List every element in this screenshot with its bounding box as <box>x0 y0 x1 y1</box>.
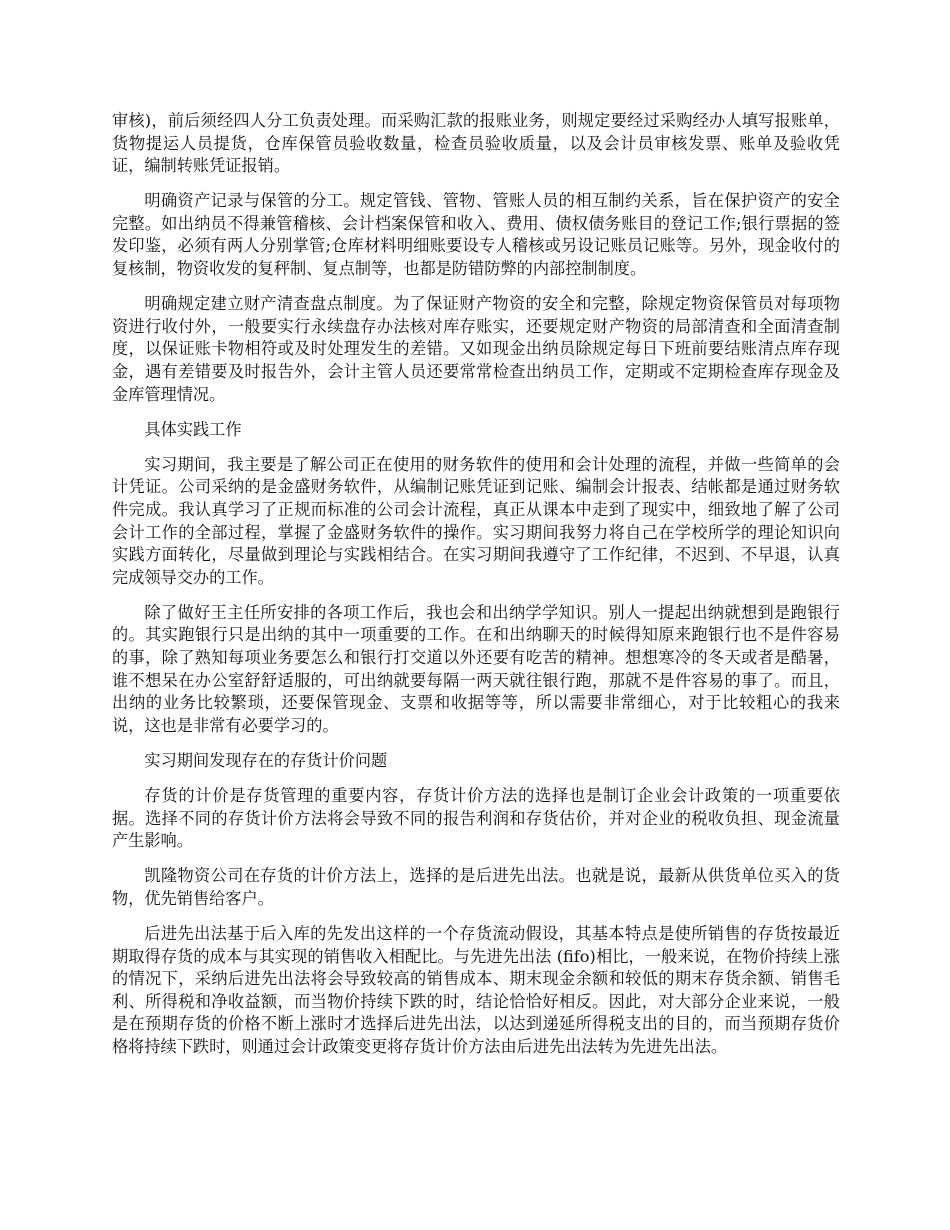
document-page <box>112 110 840 1071</box>
paragraph-internship-work: 实习期间，我主要是了解公司正在使用的财务软件的使用和会计处理的流程，并做一些简单的会计凭证。公司采纳的是金盛财务软件，从编制记账凭证到记账、编制会计报表、结帐都是通过财务软件完成。我认真学习了正规而标准的公司会计流程，真正从课本中走到了现实中，细致地了解了公司会计工作的全部过程，掌握了金盛财务软件的操作。实习期间我努力将自己在学校所学的理论知识向实践方面转化，尽量做到理论与实践相结合。在实习期间我遵守了工作纪律，不迟到、不早退，认真完成领导交办的工作。 <box>112 454 840 587</box>
paragraph-internal-approval: 审核)，前后须经四人分工负责处理。而采购汇款的报账业务，则规定要经过采购经办人填写报账单，货物提运人员提货，仓库保管员验收数量，检查员验收质量，以及会计员审核发票、账单及验收凭证，编制转账凭证报销。 <box>112 111 840 176</box>
paragraph-inventory-check: 明确规定建立财产清查盘点制度。为了保证财产物资的安全和完整，除规定物资保管员对每项物资进行收付外，一般要实行永续盘存办法核对库存账实，还要规定财产物资的局部清查和全面清查制度，以保证账卡物相符或及时处理发生的差错。又如现金出纳员除规定每日下班前要结账清点库存现金，遇有差错要及时报告外，会计主管人员还要常常检查出纳员工作，定期或不定期检查库存现金及金库管理情况。 <box>112 294 840 404</box>
paragraph-lifo-choice: 凯隆物资公司在存货的计价方法上，选择的是后进先出法。也就是说，最新从供货单位买入的货物，优先销售给客户。 <box>112 866 840 908</box>
paragraph-lifo-explained: 后进先出法基于后入库的先发出这样的一个存货流动假设，其基本特点是使所销售的存货按最近期取得存货的成本与其实现的销售收入相配比。与先进先出法 (fifo)相比，一般来说，在物价持续上涨的情况下，采纳后进先出法将会导致较高的销售成本、期末现金余额和较低的期末存货余额、销售毛利、所得税和净收益额，而当物价持续下跌的时，结论恰恰好相反。因此，对大部分企业来说，一般是在预期存货的价格不断上涨时才选择后进先出法，以达到递延所得税支出的目的，而当预期存货价格将持续下跌时，则通过会计政策变更将存货计价方法由后进先出法转为先进先出法。 <box>112 923 840 1056</box>
paragraph-cashier-learning: 除了做好王主任所安排的各项工作后，我也会和出纳学学知识。别人一提起出纳就想到是跑银行的。其实跑银行只是出纳的其中一项重要的工作。在和出纳聊天的时候得知原来跑银行也不是件容易的事，除了熟知每项业务要怎么和银行打交道以外还要有吃苦的精神。想想寒冷的冬天或者是酷暑，谁不想呆在办公室舒舒适服的，可出纳就要每隔一两天就往银行跑，那就不是件容易的事了。而且，出纳的业务比较繁琐，还要保管现金、支票和收据等等，所以需要非常细心，对于比较粗心的我来说，这也是非常有必要学习的。 <box>112 602 840 735</box>
section-heading-practice: 具体实践工作 <box>144 419 242 439</box>
section-heading-inventory-problem: 实习期间发现存在的存货计价问题 <box>144 750 388 770</box>
paragraph-asset-custody: 明确资产记录与保管的分工。规定管钱、管物、管账人员的相互制约关系，旨在保护资产的安全完整。如出纳员不得兼管稽核、会计档案保管和收入、费用、债权债务账目的登记工作;银行票据的签发印鉴，必须有两人分别掌管;仓库材料明细账要设专人稽核或另设记账员记账等。另外，现金收付的复核制，物资收发的复秤制、复点制等，也都是防错防弊的内部控制制度。 <box>112 191 840 279</box>
paragraph-inventory-valuation: 存货的计价是存货管理的重要内容，存货计价方法的选择也是制订企业会计政策的一项重要依据。选择不同的存货计价方法将会导致不同的报告利润和存货估价，并对企业的税收负担、现金流量产生影响。 <box>112 785 840 851</box>
